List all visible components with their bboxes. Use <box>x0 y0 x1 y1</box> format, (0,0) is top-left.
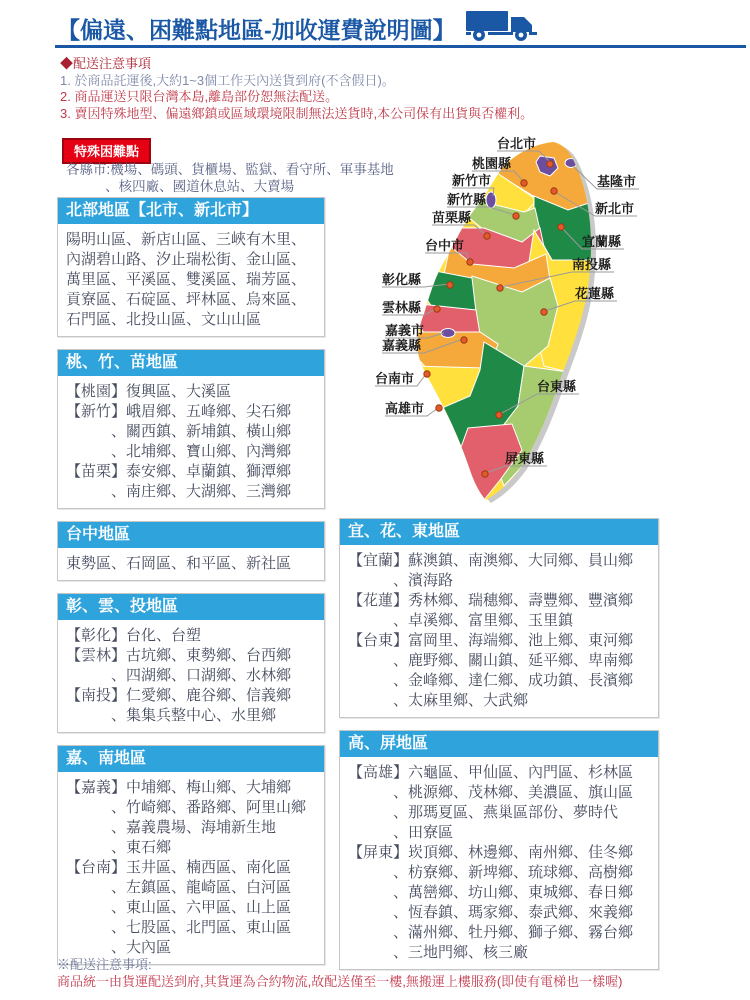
region-header-chia-nan: 嘉、南地區 <box>58 746 324 772</box>
footer-note-heading: ※配送注意事項: <box>57 957 152 972</box>
text-line: 、四湖鄉、口湖鄉、水林鄉 <box>111 667 292 684</box>
region-body-kao-ping <box>340 757 658 969</box>
text-line: 、那瑪夏區、燕巢區部份、夢時代 <box>393 804 619 821</box>
text-line: 、關西鎮、新埔鎮、橫山鄉 <box>111 423 292 440</box>
text-line: 、左鎮區、龍崎區、白河區 <box>111 879 292 896</box>
svg-text:嘉義縣: 嘉義縣 <box>382 338 422 353</box>
county-hsinchu-city <box>486 192 496 208</box>
text-line: 、三地門鄉、核三廠 <box>393 944 529 961</box>
text-line: 【高雄】六龜區、甲仙區、內門區、杉林區 <box>348 764 634 781</box>
svg-text:新竹市: 新竹市 <box>452 173 492 188</box>
region-box-yi-hua-dong <box>339 518 659 718</box>
text-line: 東勢區、石岡區、和平區、新社區 <box>66 555 292 572</box>
text-line: 【南投】仁愛鄉、鹿谷鄉、信義鄉 <box>66 687 292 704</box>
text-line: 、濱海路 <box>393 572 454 589</box>
region-header-tao-chu-miao: 桃、竹、苗地區 <box>58 350 324 376</box>
svg-text:花蓮縣: 花蓮縣 <box>575 286 615 301</box>
title-divider <box>55 45 746 48</box>
svg-text:屏東縣: 屏東縣 <box>505 451 545 466</box>
text-line: 、嘉義農場、海埔新生地 <box>111 819 277 836</box>
svg-text:新北市: 新北市 <box>595 201 635 216</box>
svg-text:高雄市: 高雄市 <box>385 401 425 416</box>
svg-text:台東縣: 台東縣 <box>537 379 577 394</box>
text-line: 【桃園】復興區、大溪區 <box>66 383 232 400</box>
text-line: 、集集兵整中心、水里鄉 <box>111 707 277 724</box>
region-body-taichung <box>58 548 324 580</box>
text-line: 、萬巒鄉、坊山鄉、東城鄉、春日鄉 <box>393 884 634 901</box>
delivery-notes-heading: ◆配送注意事項 <box>60 56 152 71</box>
text-line: 、鹿野鄉、關山鎮、延平鄉、卑南鄉 <box>393 652 634 669</box>
text-line: 【雲林】古坑鄉、東勢鄉、台西鄉 <box>66 647 292 664</box>
svg-text:台中市: 台中市 <box>425 238 465 253</box>
delivery-truck-icon <box>466 8 542 49</box>
text-line: 【台東】富岡里、海端鄉、池上鄉、東河鄉 <box>348 632 634 649</box>
svg-text:南投縣: 南投縣 <box>572 257 612 272</box>
special-points-badge: 特殊困難點 <box>62 138 151 164</box>
region-header-chang-yun-tou: 彰、雲、投地區 <box>58 594 324 620</box>
region-box-chia-nan <box>57 745 325 965</box>
region-body-chang-yun-tou <box>58 620 324 732</box>
region-box-chang-yun-tou <box>57 593 325 733</box>
text-line: 【嘉義】中埔鄉、梅山鄉、大埔鄉 <box>66 779 292 796</box>
text-line: 萬里區、平溪區、雙溪區、瑞芳區、 <box>66 271 307 288</box>
text-line: 、竹崎鄉、番路鄉、阿里山鄉 <box>111 799 307 816</box>
text-line: 、枋寮鄉、新埤鄉、琉球鄉、高樹鄉 <box>393 864 634 881</box>
text-line: 、桃源鄉、茂林鄉、美濃區、旗山區 <box>393 784 634 801</box>
region-header-kao-ping: 高、屏地區 <box>340 731 658 757</box>
svg-text:苗栗縣: 苗栗縣 <box>432 210 472 225</box>
region-body-chia-nan <box>58 772 324 964</box>
svg-text:基隆市: 基隆市 <box>597 174 637 189</box>
text-line: 【花蓮】秀林鄉、瑞穗鄉、壽豐鄉、豐濱鄉 <box>348 592 634 609</box>
map-label-kaohsiung <box>385 401 442 416</box>
region-box-taichung <box>57 521 325 581</box>
svg-text:桃園縣: 桃園縣 <box>472 156 512 171</box>
text-line: 、東山區、六甲區、山上區 <box>111 899 292 916</box>
delivery-note-1: 1. 於商品託運後,大約1~3個工作天內送貨到府(不含假日)。 <box>60 72 395 88</box>
text-line: 、七股區、北門區、東山區 <box>111 919 292 936</box>
text-line: 、太麻里鄉、大武鄉 <box>393 692 529 709</box>
svg-text:雲林縣: 雲林縣 <box>382 300 422 315</box>
text-line: 陽明山區、新店山區、三峽有木里、 <box>66 231 307 248</box>
text-line: 、核四廠、國道休息站、大賣場 <box>105 179 295 194</box>
text-line: 貢寮區、石碇區、坪林區、烏來區、 <box>66 291 307 308</box>
taiwan-county-map <box>372 128 744 513</box>
title-row <box>57 8 542 49</box>
text-line: 內湖碧山路、汐止瑞松街、金山區、 <box>66 251 307 268</box>
text-line: 各縣市:機場、碼頭、貨櫃場、監獄、看守所、軍事基地 <box>66 162 394 177</box>
footer-note <box>57 956 623 990</box>
region-box-north <box>57 197 325 337</box>
svg-text:新竹縣: 新竹縣 <box>447 192 487 207</box>
text-line: 【台南】玉井區、楠西區、南化區 <box>66 859 292 876</box>
text-line: 、大內區 <box>111 939 172 956</box>
text-line: 、北埔鄉、寶山鄉、內灣鄉 <box>111 443 292 460</box>
map-label-tainan <box>375 371 430 386</box>
delivery-note-3: 3. 賣因特殊地型、偏遠鄉鎮或區域環境限制無法送貨時,本公司保有出貨與否權利。 <box>60 105 534 121</box>
region-body-north <box>58 224 324 336</box>
right-region-column <box>339 518 659 982</box>
page-title: 【偏遠、困難點地區-加收運費說明圖】 <box>57 17 456 43</box>
text-line: 【屏東】崁頂鄉、林邊鄉、南州鄉、佳冬鄉 <box>348 844 634 861</box>
region-box-tao-chu-miao <box>57 349 325 509</box>
text-line: 、南庄鄉、大湖鄉、三灣鄉 <box>111 483 292 500</box>
region-header-north: 北部地區【北市、新北市】 <box>58 198 324 224</box>
delivery-notes <box>60 56 533 122</box>
text-line: 、東石鄉 <box>111 839 172 856</box>
svg-text:嘉義市: 嘉義市 <box>385 323 425 338</box>
special-points-list <box>66 161 406 195</box>
svg-text:宜蘭縣: 宜蘭縣 <box>582 234 622 249</box>
region-box-kao-ping <box>339 730 659 970</box>
region-body-yi-hua-dong <box>340 545 658 717</box>
region-body-tao-chu-miao <box>58 376 324 508</box>
text-line: 、滿州鄉、牡丹鄉、獅子鄉、霧台鄉 <box>393 924 634 941</box>
left-region-column <box>57 197 325 977</box>
region-header-taichung: 台中地區 <box>58 522 324 548</box>
delivery-note-2: 2. 商品運送只限台灣本島,離島部份恕無法配送。 <box>60 89 339 104</box>
text-line: 【彰化】台化、台塑 <box>66 627 202 644</box>
footer-note-body: 商品統一由貨運配送到府,其貨運為合約物流,故配送僅至一樓,無搬運上樓服務(即使有電梯也一樣喔) <box>57 974 623 989</box>
text-line: 石門區、北投山區、文山山區 <box>66 311 262 328</box>
svg-text:彰化縣: 彰化縣 <box>382 272 422 287</box>
text-line: 、田寮區 <box>393 824 454 841</box>
text-line: 、恆春鎮、瑪家鄉、泰武鄉、來義鄉 <box>393 904 634 921</box>
text-line: 【新竹】峨眉鄉、五峰鄉、尖石鄉 <box>66 403 292 420</box>
text-line: 【苗栗】泰安鄉、卓蘭鎮、獅潭鄉 <box>66 463 292 480</box>
region-header-yi-hua-dong: 宜、花、東地區 <box>340 519 658 545</box>
svg-text:台北市: 台北市 <box>497 136 537 151</box>
text-line: 、卓溪鄉、富里鄉、玉里鎮 <box>393 612 574 629</box>
text-line: 【宜蘭】蘇澳鎮、南澳鄉、大同鄉、員山鄉 <box>348 552 634 569</box>
text-line: 、金峰鄉、達仁鄉、成功鎮、長濱鄉 <box>393 672 634 689</box>
svg-text:台南市: 台南市 <box>375 371 415 386</box>
